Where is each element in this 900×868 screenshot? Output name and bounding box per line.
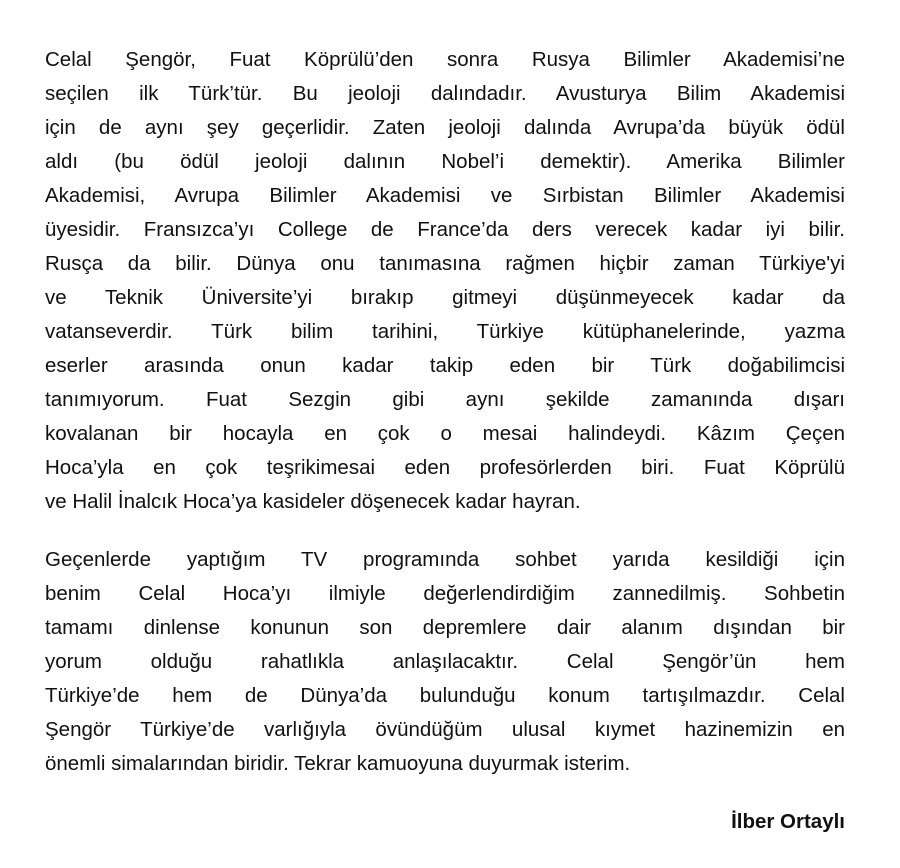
text-line: eserler arasında onun kadar takip eden bir Türk doğabilimcisi — [45, 354, 845, 377]
text-line: Akademisi, Avrupa Bilimler Akademisi ve Sırbistan Bilimler Akademisi — [45, 184, 845, 207]
text-line: Şengör Türkiye’de varlığıyla övündüğüm ulusal kıymet hazinemizin en — [45, 718, 845, 741]
text-line: tanımıyorum. Fuat Sezgin gibi aynı şekilde zamanında dışarı — [45, 388, 845, 411]
text-line: önemli simalarından biridir. Tekrar kamuoyuna duyurmak isterim. — [45, 752, 631, 775]
text-line: kovalanan bir hocayla en çok o mesai halindeydi. Kâzım Çeçen — [45, 422, 845, 445]
document-body — [45, 43, 845, 839]
text-line: ve Halil İnalcık Hoca’ya kasideler döşenecek kadar hayran. — [45, 490, 581, 513]
text-line: Hoca’yla en çok teşrikimesai eden profesörlerden biri. Fuat Köprülü — [45, 456, 845, 479]
signature: İlber Ortaylı — [731, 810, 845, 833]
text-line: vatanseverdir. Türk bilim tarihini, Türkiye kütüphanelerinde, yazma — [45, 320, 845, 343]
paragraph-1 — [45, 43, 845, 519]
text-line: Türkiye’de hem de Dünya’da bulunduğu konum tartışılmazdır. Celal — [45, 684, 845, 707]
text-line: üyesidir. Fransızca’yı College de France’da ders verecek kadar iyi bilir. — [45, 218, 845, 241]
text-line: ve Teknik Üniversite’yi bırakıp gitmeyi düşünmeyecek kadar da — [45, 286, 845, 309]
text-line: Geçenlerde yaptığım TV programında sohbet yarıda kesildiği için — [45, 548, 845, 571]
paragraph-2 — [45, 543, 845, 781]
text-line: aldı (bu ödül jeoloji dalının Nobel’i demektir). Amerika Bilimler — [45, 150, 845, 173]
text-line: Rusça da bilir. Dünya onu tanımasına rağmen hiçbir zaman Türkiye'yi — [45, 252, 845, 275]
text-line: seçilen ilk Türk’tür. Bu jeoloji dalındadır. Avusturya Bilim Akademisi — [45, 82, 845, 105]
text-line: yorum olduğu rahatlıkla anlaşılacaktır. Celal Şengör’ün hem — [45, 650, 845, 673]
text-line: için de aynı şey geçerlidir. Zaten jeoloji dalında Avrupa’da büyük ödül — [45, 116, 845, 139]
text-line: Celal Şengör, Fuat Köprülü’den sonra Rusya Bilimler Akademisi’ne — [45, 48, 845, 71]
text-line: tamamı dinlense konunun son depremlere dair alanım dışından bir — [45, 616, 845, 639]
text-line: benim Celal Hoca’yı ilmiyle değerlendirdiğim zannedilmiş. Sohbetin — [45, 582, 845, 605]
